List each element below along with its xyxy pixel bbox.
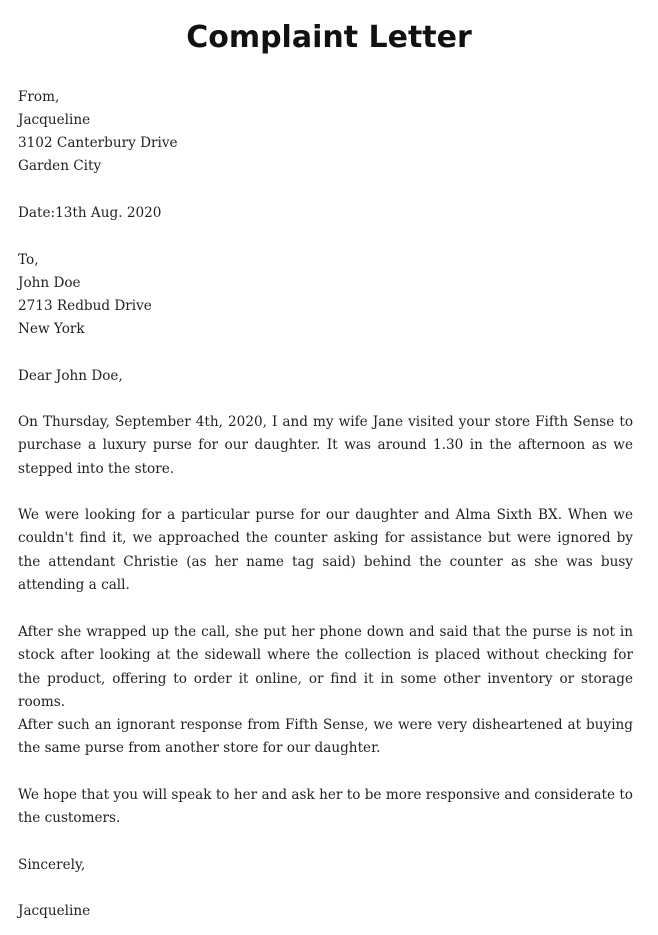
sender-label: From, bbox=[18, 89, 60, 105]
body-paragraph: After she wrapped up the call, she put her phone down and said that the purse is not in stock after looking at the sidewall where the collection is placed without checking for the product, offering to order it online, or find it in some other inventory or storage rooms. bbox=[18, 624, 633, 710]
salutation: Dear John Doe, bbox=[18, 368, 123, 384]
body-paragraph: We hope that you will speak to her and ask her to be more responsive and considerate to the customers. bbox=[18, 787, 633, 827]
closing: Sincerely, bbox=[18, 857, 86, 873]
letter-date: Date:13th Aug. 2020 bbox=[18, 205, 162, 221]
body-paragraph: After such an ignorant response from Fifth Sense, we were very disheartened at buying the same purse from another store for our daughter. bbox=[18, 717, 633, 757]
recipient-address-line2: New York bbox=[18, 321, 85, 337]
sender-address-line1: 3102 Canterbury Drive bbox=[18, 135, 178, 151]
recipient-name: John Doe bbox=[18, 275, 81, 291]
sender-address-line2: Garden City bbox=[18, 158, 102, 174]
recipient-address-line1: 2713 Redbud Drive bbox=[18, 298, 152, 314]
recipient-label: To, bbox=[18, 252, 39, 268]
body-paragraph: We were looking for a particular purse for our daughter and Alma Sixth BX. When we couldn't find it, we approached the counter asking for assistance but were ignored by the attendant Christie (as her name tag said) behind the counter as she was busy attending a call. bbox=[18, 507, 633, 593]
signature: Jacqueline bbox=[18, 903, 91, 919]
page-title: Complaint Letter bbox=[186, 20, 472, 55]
body-paragraph: On Thursday, September 4th, 2020, I and my wife Jane visited your store Fifth Sense to purchase a luxury purse for our daughter. It was around 1.30 in the afternoon as we stepped into the store. bbox=[18, 414, 633, 477]
sender-name: Jacqueline bbox=[18, 112, 91, 128]
